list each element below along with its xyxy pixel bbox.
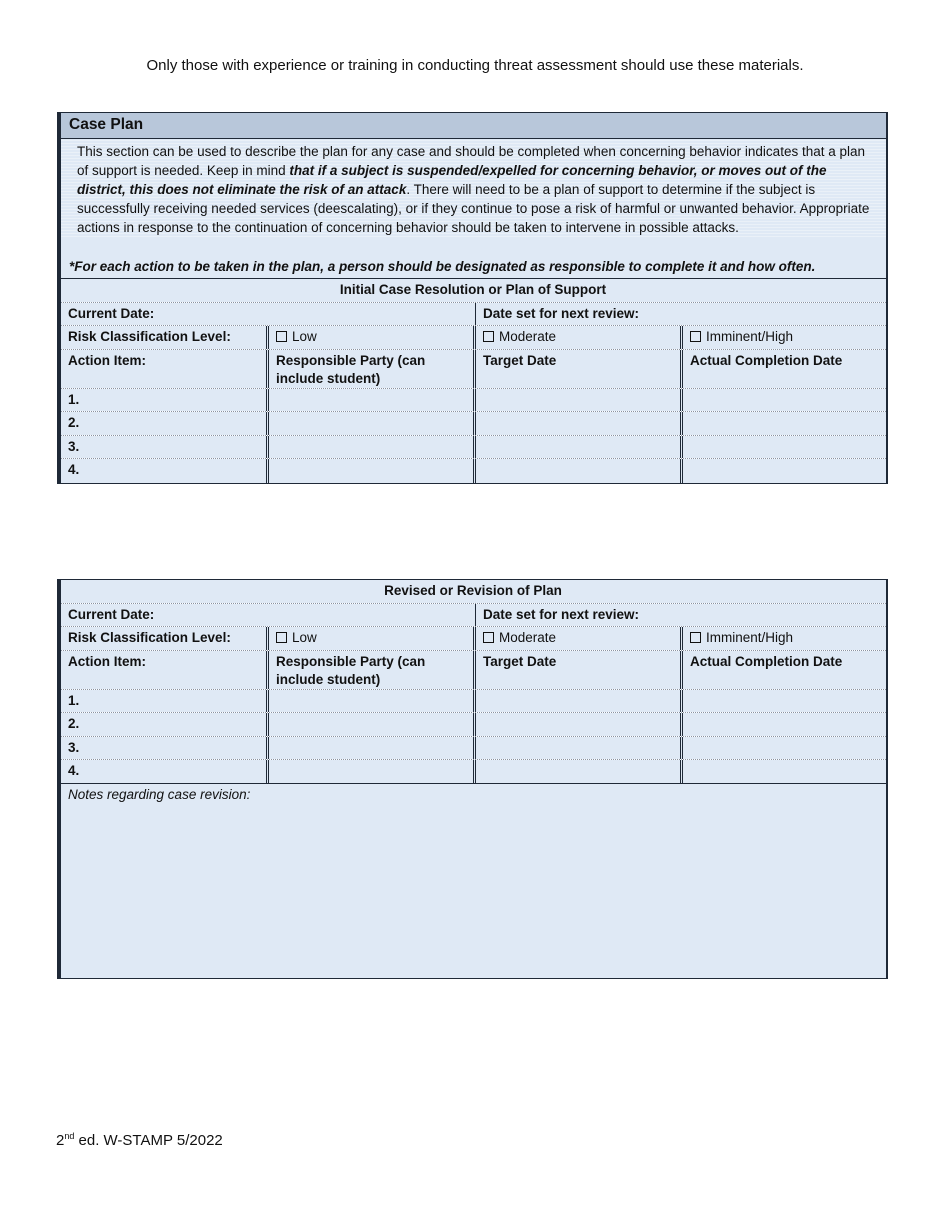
target-date-cell[interactable] bbox=[476, 760, 683, 783]
intro-text-2: . There will need to be a plan of support to determine if the subject is successfully receiving needed services (deescalating), or if they continue to pose a risk of harmful or unwanted behavior. Appropriate actions in response to the continuation of concerning behavior should be taken to intervene in possible attacks. bbox=[77, 182, 870, 235]
table-row bbox=[61, 389, 886, 413]
current-date-field[interactable]: Current Date: bbox=[61, 303, 476, 326]
checkbox-icon[interactable] bbox=[483, 632, 494, 643]
completion-date-cell[interactable] bbox=[683, 690, 886, 713]
action-item-number[interactable]: 2. bbox=[61, 412, 269, 435]
action-item-number[interactable]: 3. bbox=[61, 436, 269, 459]
intro-text-1: This section can be used to describe the plan for any case and should be completed when concerning behavior indicates that a plan of support is needed. Keep in mind bbox=[77, 144, 866, 178]
action-item-number[interactable]: 1. bbox=[61, 389, 269, 412]
col-target-date: Target Date bbox=[476, 350, 683, 388]
table-row bbox=[61, 713, 886, 737]
revised-plan-section bbox=[57, 579, 888, 979]
case-plan-title: Case Plan bbox=[61, 113, 886, 139]
risk-low-label: Low bbox=[292, 329, 317, 344]
intro-emphasis: that if a subject is suspended/expelled for concerning behavior, or moves out of the district, this does not eliminate the risk of an attack bbox=[77, 163, 827, 197]
col-action-item: Action Item: bbox=[61, 350, 269, 388]
action-item-number[interactable]: 4. bbox=[61, 459, 269, 483]
table-row bbox=[61, 459, 886, 483]
responsible-party-cell[interactable] bbox=[269, 459, 476, 483]
risk-high-label: Imminent/High bbox=[706, 630, 794, 645]
action-item-number[interactable]: 3. bbox=[61, 737, 269, 760]
designation-note: *For each action to be taken in the plan, a person should be designated as responsible to complete it and how often. bbox=[61, 237, 886, 278]
target-date-cell[interactable] bbox=[476, 737, 683, 760]
table-row bbox=[61, 760, 886, 784]
table-row bbox=[61, 412, 886, 436]
edition-suffix: nd bbox=[64, 1131, 75, 1141]
edition-footer bbox=[56, 1131, 223, 1149]
completion-date-cell[interactable] bbox=[683, 760, 886, 783]
completion-date-cell[interactable] bbox=[683, 459, 886, 483]
completion-date-cell[interactable] bbox=[683, 713, 886, 736]
risk-high-label: Imminent/High bbox=[706, 329, 794, 344]
action-item-number[interactable]: 4. bbox=[61, 760, 269, 783]
action-item-number[interactable]: 2. bbox=[61, 713, 269, 736]
col-responsible-party: Responsible Party (can include student) bbox=[269, 350, 476, 388]
table-row bbox=[61, 436, 886, 460]
col-actual-completion: Actual Completion Date bbox=[683, 350, 886, 388]
table-row bbox=[61, 690, 886, 714]
next-review-date-field[interactable]: Date set for next review: bbox=[476, 604, 886, 627]
initial-plan-heading: Initial Case Resolution or Plan of Support bbox=[61, 279, 886, 302]
current-date-field[interactable]: Current Date: bbox=[61, 604, 476, 627]
col-responsible-party: Responsible Party (can include student) bbox=[269, 651, 476, 689]
completion-date-cell[interactable] bbox=[683, 412, 886, 435]
risk-moderate-option[interactable] bbox=[476, 627, 683, 650]
next-review-date-field[interactable]: Date set for next review: bbox=[476, 303, 886, 326]
usage-notice: Only those with experience or training in conducting threat assessment should use these materials. bbox=[146, 57, 804, 74]
risk-high-option[interactable] bbox=[683, 326, 886, 349]
risk-high-option[interactable] bbox=[683, 627, 886, 650]
risk-level-label: Risk Classification Level: bbox=[61, 326, 269, 349]
target-date-cell[interactable] bbox=[476, 436, 683, 459]
risk-low-option[interactable] bbox=[269, 627, 476, 650]
responsible-party-cell[interactable] bbox=[269, 412, 476, 435]
target-date-cell[interactable] bbox=[476, 459, 683, 483]
case-plan-section bbox=[57, 112, 888, 484]
risk-low-option[interactable] bbox=[269, 326, 476, 349]
col-action-item: Action Item: bbox=[61, 651, 269, 689]
case-plan-intro bbox=[61, 139, 886, 237]
target-date-cell[interactable] bbox=[476, 713, 683, 736]
responsible-party-cell[interactable] bbox=[269, 713, 476, 736]
responsible-party-cell[interactable] bbox=[269, 737, 476, 760]
checkbox-icon[interactable] bbox=[690, 632, 701, 643]
checkbox-icon[interactable] bbox=[483, 331, 494, 342]
responsible-party-cell[interactable] bbox=[269, 690, 476, 713]
checkbox-icon[interactable] bbox=[276, 331, 287, 342]
completion-date-cell[interactable] bbox=[683, 737, 886, 760]
responsible-party-cell[interactable] bbox=[269, 389, 476, 412]
risk-low-label: Low bbox=[292, 630, 317, 645]
target-date-cell[interactable] bbox=[476, 389, 683, 412]
col-actual-completion: Actual Completion Date bbox=[683, 651, 886, 689]
risk-moderate-label: Moderate bbox=[499, 329, 557, 344]
action-item-number[interactable]: 1. bbox=[61, 690, 269, 713]
target-date-cell[interactable] bbox=[476, 412, 683, 435]
risk-level-label: Risk Classification Level: bbox=[61, 627, 269, 650]
completion-date-cell[interactable] bbox=[683, 389, 886, 412]
risk-moderate-label: Moderate bbox=[499, 630, 557, 645]
revised-plan-heading: Revised or Revision of Plan bbox=[61, 580, 886, 603]
completion-date-cell[interactable] bbox=[683, 436, 886, 459]
edition-number: 2 bbox=[56, 1132, 65, 1149]
edition-text: ed. W-STAMP 5/2022 bbox=[74, 1132, 223, 1149]
target-date-cell[interactable] bbox=[476, 690, 683, 713]
checkbox-icon[interactable] bbox=[690, 331, 701, 342]
col-target-date: Target Date bbox=[476, 651, 683, 689]
responsible-party-cell[interactable] bbox=[269, 760, 476, 783]
revision-notes-field[interactable]: Notes regarding case revision: bbox=[61, 784, 886, 978]
risk-moderate-option[interactable] bbox=[476, 326, 683, 349]
checkbox-icon[interactable] bbox=[276, 632, 287, 643]
responsible-party-cell[interactable] bbox=[269, 436, 476, 459]
table-row bbox=[61, 737, 886, 761]
